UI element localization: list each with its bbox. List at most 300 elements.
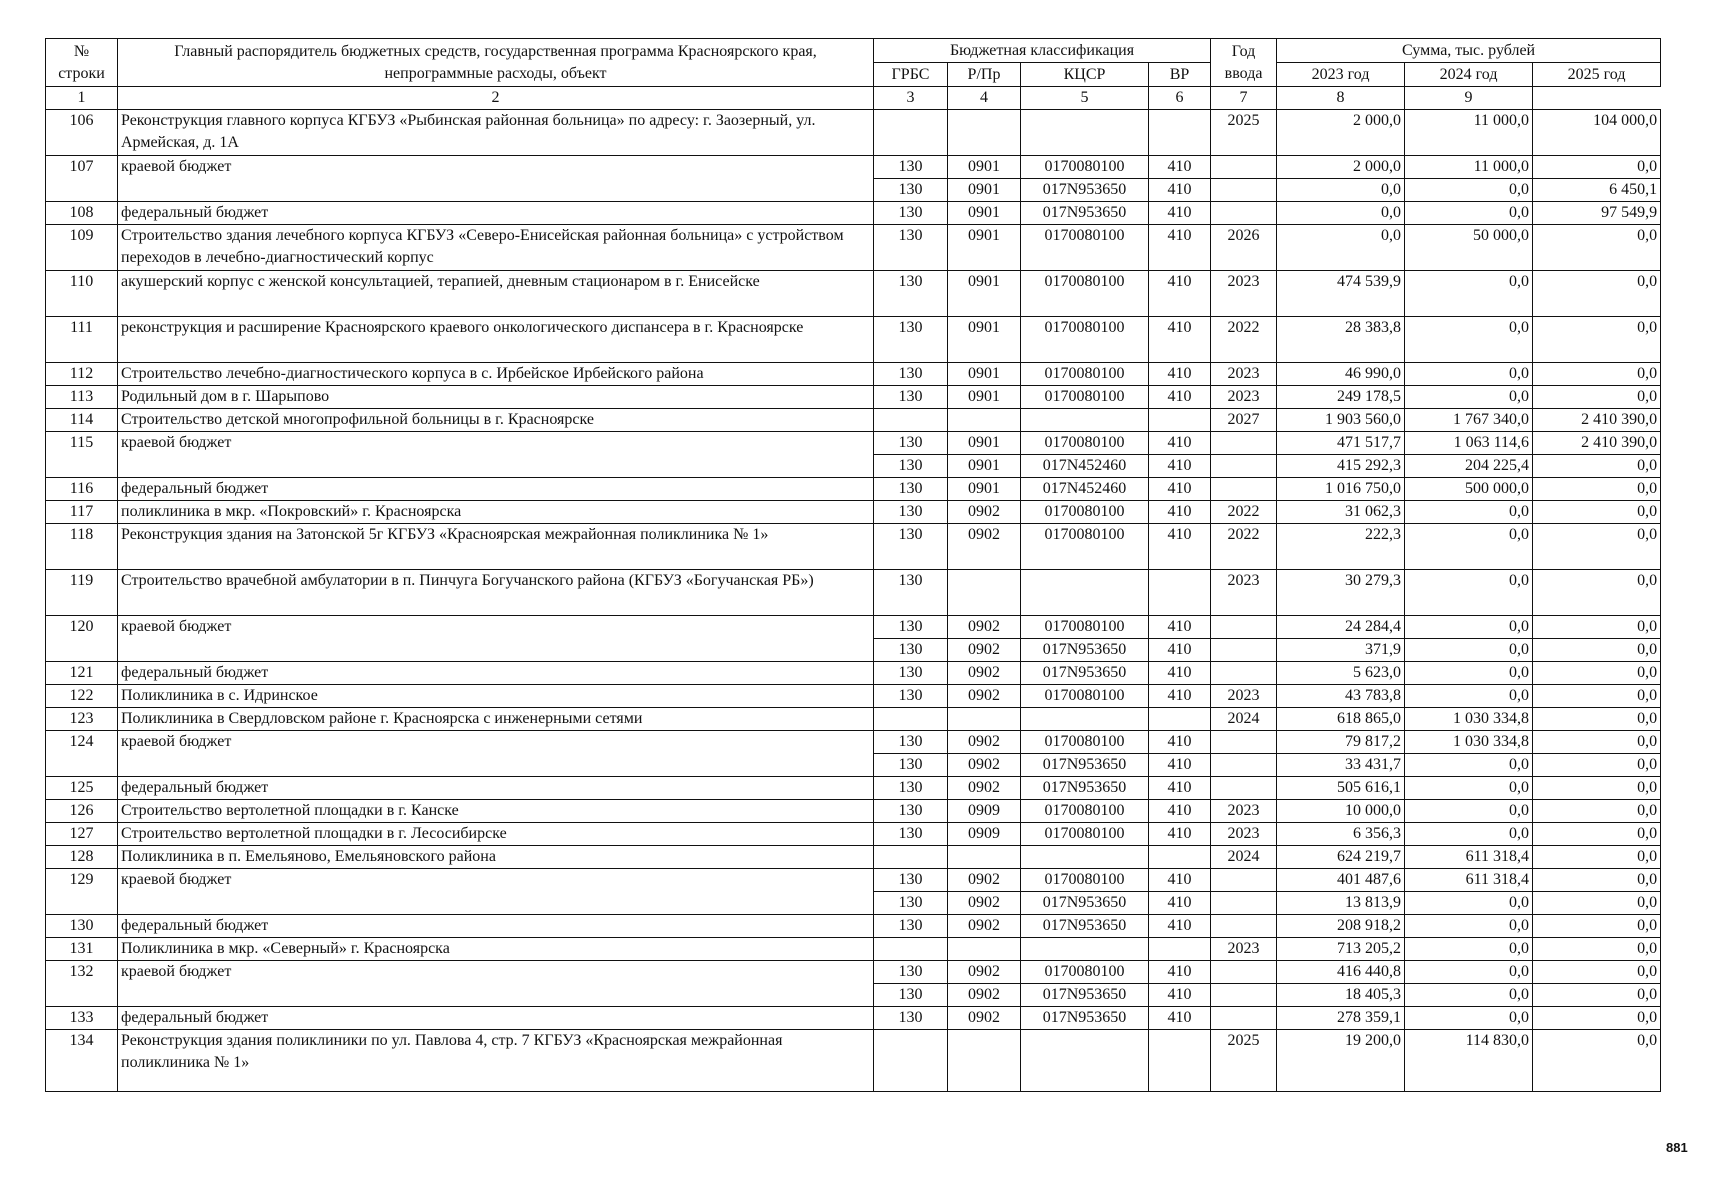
rpr-cell: 0901 <box>948 317 1021 363</box>
object-name: акушерский корпус с женской консультацией, терапией, дневным стационаром в г. Енисейске <box>118 271 874 317</box>
sum-2023-cell: 28 383,8 <box>1277 317 1405 363</box>
kcsr-cell: 017N953650 <box>1021 639 1149 662</box>
sum-2023-cell: 24 284,4 <box>1277 616 1405 639</box>
rpr-cell <box>948 409 1021 432</box>
kcsr-cell: 017N953650 <box>1021 662 1149 685</box>
grbs-cell: 130 <box>874 455 948 478</box>
vr-cell: 410 <box>1149 915 1211 938</box>
rpr-cell: 0902 <box>948 961 1021 984</box>
rpr-cell: 0901 <box>948 271 1021 317</box>
sum-2025-cell: 0,0 <box>1533 777 1661 800</box>
row-number: 127 <box>46 823 118 846</box>
vr-cell: 410 <box>1149 777 1211 800</box>
sum-2023-cell: 618 865,0 <box>1277 708 1405 731</box>
table-row <box>46 938 1661 961</box>
vr-cell: 410 <box>1149 156 1211 179</box>
sum-2023-cell: 10 000,0 <box>1277 800 1405 823</box>
year-cell: 2023 <box>1211 685 1277 708</box>
table-row <box>46 225 1661 271</box>
rpr-cell <box>948 708 1021 731</box>
year-cell: 2023 <box>1211 363 1277 386</box>
row-number: 122 <box>46 685 118 708</box>
year-cell <box>1211 754 1277 777</box>
vr-cell <box>1149 846 1211 869</box>
vr-cell: 410 <box>1149 800 1211 823</box>
year-cell: 2024 <box>1211 846 1277 869</box>
sum-2025-cell: 0,0 <box>1533 639 1661 662</box>
year-cell: 2022 <box>1211 524 1277 570</box>
kcsr-cell <box>1021 708 1149 731</box>
vr-cell: 410 <box>1149 869 1211 892</box>
row-number: 114 <box>46 409 118 432</box>
kcsr-cell: 0170080100 <box>1021 271 1149 317</box>
sum-2024-cell: 0,0 <box>1405 892 1533 915</box>
sum-2024-cell: 611 318,4 <box>1405 869 1533 892</box>
row-number: 134 <box>46 1030 118 1092</box>
kcsr-cell: 017N452460 <box>1021 478 1149 501</box>
year-cell: 2022 <box>1211 317 1277 363</box>
kcsr-cell: 017N953650 <box>1021 202 1149 225</box>
grbs-cell: 130 <box>874 317 948 363</box>
vr-cell <box>1149 938 1211 961</box>
grbs-cell: 130 <box>874 685 948 708</box>
sum-2023-cell: 30 279,3 <box>1277 570 1405 616</box>
sum-2024-cell: 0,0 <box>1405 271 1533 317</box>
grbs-cell: 130 <box>874 501 948 524</box>
kcsr-cell: 0170080100 <box>1021 225 1149 271</box>
table-row <box>46 501 1661 524</box>
grbs-cell: 130 <box>874 892 948 915</box>
vr-cell: 410 <box>1149 271 1211 317</box>
vr-cell <box>1149 110 1211 156</box>
sum-2024-cell: 0,0 <box>1405 823 1533 846</box>
sum-2025-cell: 6 450,1 <box>1533 179 1661 202</box>
sum-2025-cell: 0,0 <box>1533 501 1661 524</box>
kcsr-cell: 017N953650 <box>1021 754 1149 777</box>
sum-2023-cell: 278 359,1 <box>1277 1007 1405 1030</box>
sum-2025-cell: 0,0 <box>1533 869 1661 892</box>
grbs-cell: 130 <box>874 731 948 754</box>
grbs-cell: 130 <box>874 156 948 179</box>
kcsr-cell: 0170080100 <box>1021 961 1149 984</box>
kcsr-cell: 0170080100 <box>1021 800 1149 823</box>
table-row <box>46 202 1661 225</box>
table-row <box>46 662 1661 685</box>
rpr-cell <box>948 110 1021 156</box>
rpr-cell: 0901 <box>948 455 1021 478</box>
vr-cell: 410 <box>1149 731 1211 754</box>
grbs-cell: 130 <box>874 961 948 984</box>
sum-2023-cell: 208 918,2 <box>1277 915 1405 938</box>
sum-2025-cell: 0,0 <box>1533 915 1661 938</box>
rpr-cell: 0909 <box>948 823 1021 846</box>
kcsr-cell: 0170080100 <box>1021 731 1149 754</box>
sum-2025-cell: 0,0 <box>1533 892 1661 915</box>
object-name: Поликлиника в с. Идринское <box>118 685 874 708</box>
sum-2023-cell: 249 178,5 <box>1277 386 1405 409</box>
sum-2025-cell: 2 410 390,0 <box>1533 409 1661 432</box>
object-name: Строительство вертолетной площадки в г. Лесосибирске <box>118 823 874 846</box>
sum-2024-cell: 11 000,0 <box>1405 110 1533 156</box>
rpr-cell: 0902 <box>948 662 1021 685</box>
kcsr-cell: 0170080100 <box>1021 156 1149 179</box>
kcsr-cell: 017N953650 <box>1021 179 1149 202</box>
sum-2025-cell: 104 000,0 <box>1533 110 1661 156</box>
year-cell <box>1211 156 1277 179</box>
year-cell <box>1211 892 1277 915</box>
sum-2024-cell: 0,0 <box>1405 777 1533 800</box>
row-number: 130 <box>46 915 118 938</box>
row-number: 107 <box>46 156 118 202</box>
vr-cell: 410 <box>1149 363 1211 386</box>
row-number: 110 <box>46 271 118 317</box>
table-row <box>46 846 1661 869</box>
rpr-cell: 0902 <box>948 892 1021 915</box>
kcsr-cell: 017N953650 <box>1021 915 1149 938</box>
sum-2024-cell: 0,0 <box>1405 685 1533 708</box>
sum-2023-cell: 2 000,0 <box>1277 156 1405 179</box>
row-number: 119 <box>46 570 118 616</box>
header-row-number: № строки <box>46 39 118 87</box>
grbs-cell: 130 <box>874 202 948 225</box>
sum-2024-cell: 0,0 <box>1405 639 1533 662</box>
kcsr-cell: 0170080100 <box>1021 616 1149 639</box>
grbs-cell: 130 <box>874 662 948 685</box>
grbs-cell: 130 <box>874 823 948 846</box>
object-name: Реконструкция здания поликлиники по ул. Павлова 4, стр. 7 КГБУЗ «Красноярская межрайонная поликлиника № 1» <box>118 1030 874 1092</box>
object-name: краевой бюджет <box>118 731 874 777</box>
kcsr-cell <box>1021 846 1149 869</box>
rpr-cell: 0902 <box>948 616 1021 639</box>
rpr-cell: 0902 <box>948 984 1021 1007</box>
header-grbs: ГРБС <box>874 63 948 87</box>
year-cell: 2024 <box>1211 708 1277 731</box>
table-row <box>46 708 1661 731</box>
row-number: 129 <box>46 869 118 915</box>
sum-2025-cell: 0,0 <box>1533 478 1661 501</box>
kcsr-cell: 0170080100 <box>1021 685 1149 708</box>
sum-2024-cell: 1 767 340,0 <box>1405 409 1533 432</box>
budget-table <box>45 38 1661 1092</box>
header-rpr: Р/Пр <box>948 63 1021 87</box>
object-name: Поликлиника в Свердловском районе г. Красноярска с инженерными сетями <box>118 708 874 731</box>
vr-cell: 410 <box>1149 685 1211 708</box>
sum-2025-cell: 0,0 <box>1533 1030 1661 1092</box>
sum-2025-cell: 0,0 <box>1533 800 1661 823</box>
vr-cell: 410 <box>1149 501 1211 524</box>
vr-cell: 410 <box>1149 432 1211 455</box>
year-cell: 2023 <box>1211 823 1277 846</box>
table-row <box>46 409 1661 432</box>
kcsr-cell: 017N953650 <box>1021 1007 1149 1030</box>
sum-2024-cell: 0,0 <box>1405 501 1533 524</box>
sum-2024-cell: 0,0 <box>1405 915 1533 938</box>
kcsr-cell: 0170080100 <box>1021 386 1149 409</box>
sum-2023-cell: 0,0 <box>1277 225 1405 271</box>
rpr-cell: 0902 <box>948 524 1021 570</box>
rpr-cell: 0902 <box>948 731 1021 754</box>
sum-2025-cell: 0,0 <box>1533 386 1661 409</box>
kcsr-cell <box>1021 1030 1149 1092</box>
sum-2023-cell: 0,0 <box>1277 179 1405 202</box>
vr-cell: 410 <box>1149 892 1211 915</box>
sum-2023-cell: 474 539,9 <box>1277 271 1405 317</box>
sum-2025-cell: 0,0 <box>1533 984 1661 1007</box>
sum-2024-cell: 0,0 <box>1405 961 1533 984</box>
vr-cell: 410 <box>1149 225 1211 271</box>
grbs-cell: 130 <box>874 179 948 202</box>
vr-cell <box>1149 708 1211 731</box>
object-name: краевой бюджет <box>118 432 874 478</box>
sum-2024-cell: 11 000,0 <box>1405 156 1533 179</box>
rpr-cell: 0902 <box>948 915 1021 938</box>
year-cell: 2023 <box>1211 386 1277 409</box>
grbs-cell: 130 <box>874 386 948 409</box>
column-number: 7 <box>1211 87 1277 110</box>
rpr-cell: 0901 <box>948 432 1021 455</box>
vr-cell: 410 <box>1149 984 1211 1007</box>
object-name: Строительство здания лечебного корпуса КГБУЗ «Северо-Енисейская районная больница» с устройством переходов в лечебно-диагностический корпус <box>118 225 874 271</box>
kcsr-cell <box>1021 110 1149 156</box>
grbs-cell: 130 <box>874 432 948 455</box>
sum-2025-cell: 0,0 <box>1533 363 1661 386</box>
table-row <box>46 616 1661 639</box>
year-cell <box>1211 961 1277 984</box>
year-cell <box>1211 455 1277 478</box>
rpr-cell <box>948 570 1021 616</box>
row-number: 126 <box>46 800 118 823</box>
object-name: Реконструкция главного корпуса КГБУЗ «Рыбинская районная больница» по адресу: г. Заозерный, ул. Армейская, д. 1А <box>118 110 874 156</box>
table-row <box>46 478 1661 501</box>
grbs-cell: 130 <box>874 271 948 317</box>
kcsr-cell: 0170080100 <box>1021 317 1149 363</box>
sum-2024-cell: 0,0 <box>1405 202 1533 225</box>
row-number: 111 <box>46 317 118 363</box>
rpr-cell: 0901 <box>948 156 1021 179</box>
column-number: 5 <box>1021 87 1149 110</box>
sum-2023-cell: 79 817,2 <box>1277 731 1405 754</box>
sum-2023-cell: 13 813,9 <box>1277 892 1405 915</box>
rpr-cell: 0901 <box>948 225 1021 271</box>
row-number: 131 <box>46 938 118 961</box>
sum-2025-cell: 0,0 <box>1533 961 1661 984</box>
table-row <box>46 271 1661 317</box>
sum-2025-cell: 2 410 390,0 <box>1533 432 1661 455</box>
vr-cell <box>1149 570 1211 616</box>
sum-2023-cell: 19 200,0 <box>1277 1030 1405 1092</box>
row-number: 133 <box>46 1007 118 1030</box>
sum-2023-cell: 5 623,0 <box>1277 662 1405 685</box>
sum-2025-cell: 0,0 <box>1533 616 1661 639</box>
sum-2024-cell: 114 830,0 <box>1405 1030 1533 1092</box>
kcsr-cell: 017N953650 <box>1021 777 1149 800</box>
sum-2024-cell: 611 318,4 <box>1405 846 1533 869</box>
rpr-cell: 0902 <box>948 685 1021 708</box>
year-cell: 2026 <box>1211 225 1277 271</box>
grbs-cell <box>874 846 948 869</box>
rpr-cell: 0901 <box>948 386 1021 409</box>
header-vr: ВР <box>1149 63 1211 87</box>
column-number: 2 <box>118 87 874 110</box>
row-number: 132 <box>46 961 118 1007</box>
sum-2023-cell: 416 440,8 <box>1277 961 1405 984</box>
sum-2025-cell: 0,0 <box>1533 524 1661 570</box>
vr-cell: 410 <box>1149 317 1211 363</box>
table-row <box>46 570 1661 616</box>
sum-2025-cell: 0,0 <box>1533 662 1661 685</box>
sum-2024-cell: 0,0 <box>1405 616 1533 639</box>
rpr-cell: 0901 <box>948 202 1021 225</box>
vr-cell <box>1149 409 1211 432</box>
kcsr-cell <box>1021 938 1149 961</box>
sum-2024-cell: 50 000,0 <box>1405 225 1533 271</box>
sum-2025-cell: 0,0 <box>1533 938 1661 961</box>
vr-cell: 410 <box>1149 639 1211 662</box>
rpr-cell <box>948 938 1021 961</box>
object-name: федеральный бюджет <box>118 202 874 225</box>
table-row <box>46 317 1661 363</box>
vr-cell: 410 <box>1149 179 1211 202</box>
sum-2024-cell: 0,0 <box>1405 800 1533 823</box>
object-name: краевой бюджет <box>118 616 874 662</box>
object-name: реконструкция и расширение Красноярского краевого онкологического диспансера в г. Красноярске <box>118 317 874 363</box>
vr-cell: 410 <box>1149 202 1211 225</box>
sum-2023-cell: 505 616,1 <box>1277 777 1405 800</box>
sum-2023-cell: 471 517,7 <box>1277 432 1405 455</box>
vr-cell: 410 <box>1149 478 1211 501</box>
row-number: 116 <box>46 478 118 501</box>
sum-2024-cell: 1 030 334,8 <box>1405 731 1533 754</box>
sum-2024-cell: 0,0 <box>1405 524 1533 570</box>
vr-cell: 410 <box>1149 662 1211 685</box>
sum-2025-cell: 0,0 <box>1533 455 1661 478</box>
table-row <box>46 800 1661 823</box>
rpr-cell: 0909 <box>948 800 1021 823</box>
vr-cell: 410 <box>1149 386 1211 409</box>
vr-cell <box>1149 1030 1211 1092</box>
grbs-cell: 130 <box>874 777 948 800</box>
sum-2025-cell: 0,0 <box>1533 731 1661 754</box>
kcsr-cell: 017N452460 <box>1021 455 1149 478</box>
rpr-cell: 0902 <box>948 639 1021 662</box>
sum-2023-cell: 33 431,7 <box>1277 754 1405 777</box>
sum-2023-cell: 1 016 750,0 <box>1277 478 1405 501</box>
object-name: краевой бюджет <box>118 156 874 202</box>
sum-2024-cell: 0,0 <box>1405 984 1533 1007</box>
object-name: Родильный дом в г. Шарыпово <box>118 386 874 409</box>
table-row <box>46 731 1661 754</box>
row-number: 128 <box>46 846 118 869</box>
table-row <box>46 156 1661 179</box>
sum-2023-cell: 713 205,2 <box>1277 938 1405 961</box>
grbs-cell: 130 <box>874 915 948 938</box>
sum-2023-cell: 624 219,7 <box>1277 846 1405 869</box>
rpr-cell: 0902 <box>948 777 1021 800</box>
row-number: 106 <box>46 110 118 156</box>
grbs-cell: 130 <box>874 570 948 616</box>
sum-2025-cell: 0,0 <box>1533 156 1661 179</box>
sum-2023-cell: 222,3 <box>1277 524 1405 570</box>
sum-2025-cell: 0,0 <box>1533 225 1661 271</box>
year-cell <box>1211 179 1277 202</box>
grbs-cell <box>874 938 948 961</box>
sum-2023-cell: 46 990,0 <box>1277 363 1405 386</box>
row-number: 117 <box>46 501 118 524</box>
kcsr-cell: 0170080100 <box>1021 823 1149 846</box>
year-cell: 2023 <box>1211 800 1277 823</box>
table-row <box>46 524 1661 570</box>
table-row <box>46 386 1661 409</box>
row-number: 121 <box>46 662 118 685</box>
grbs-cell: 130 <box>874 225 948 271</box>
header-budget-classification: Бюджетная классификация <box>874 39 1211 63</box>
year-cell <box>1211 432 1277 455</box>
year-cell <box>1211 639 1277 662</box>
table-row <box>46 363 1661 386</box>
column-number: 4 <box>948 87 1021 110</box>
rpr-cell: 0901 <box>948 478 1021 501</box>
column-number-row <box>46 87 1661 110</box>
object-name: федеральный бюджет <box>118 662 874 685</box>
table-row <box>46 823 1661 846</box>
kcsr-cell <box>1021 570 1149 616</box>
sum-2023-cell: 43 783,8 <box>1277 685 1405 708</box>
vr-cell: 410 <box>1149 961 1211 984</box>
sum-2023-cell: 371,9 <box>1277 639 1405 662</box>
object-name: Строительство врачебной амбулатории в п. Пинчуга Богучанского района (КГБУЗ «Богучанская РБ») <box>118 570 874 616</box>
row-number: 113 <box>46 386 118 409</box>
rpr-cell <box>948 1030 1021 1092</box>
sum-2023-cell: 31 062,3 <box>1277 501 1405 524</box>
header-name: Главный распорядитель бюджетных средств, государственная программа Красноярского края, непрограммные расходы, объект <box>118 39 874 87</box>
rpr-cell: 0902 <box>948 501 1021 524</box>
year-cell: 2025 <box>1211 110 1277 156</box>
rpr-cell <box>948 846 1021 869</box>
sum-2025-cell: 0,0 <box>1533 317 1661 363</box>
sum-2024-cell: 0,0 <box>1405 179 1533 202</box>
year-cell <box>1211 1007 1277 1030</box>
header-year-2023: 2023 год <box>1277 63 1405 87</box>
table-row <box>46 1007 1661 1030</box>
table-row <box>46 685 1661 708</box>
kcsr-cell: 017N953650 <box>1021 892 1149 915</box>
rpr-cell: 0901 <box>948 363 1021 386</box>
sum-2024-cell: 0,0 <box>1405 570 1533 616</box>
rpr-cell: 0902 <box>948 869 1021 892</box>
header-sum: Сумма, тыс. рублей <box>1277 39 1661 63</box>
year-cell <box>1211 777 1277 800</box>
header-year-2024: 2024 год <box>1405 63 1533 87</box>
year-cell <box>1211 202 1277 225</box>
sum-2024-cell: 0,0 <box>1405 754 1533 777</box>
year-cell: 2023 <box>1211 271 1277 317</box>
year-cell <box>1211 984 1277 1007</box>
vr-cell: 410 <box>1149 823 1211 846</box>
sum-2023-cell: 401 487,6 <box>1277 869 1405 892</box>
sum-2024-cell: 1 063 114,6 <box>1405 432 1533 455</box>
sum-2024-cell: 500 000,0 <box>1405 478 1533 501</box>
row-number: 118 <box>46 524 118 570</box>
year-cell: 2023 <box>1211 938 1277 961</box>
table-row <box>46 915 1661 938</box>
header-year-2025: 2025 год <box>1533 63 1661 87</box>
sum-2025-cell: 97 549,9 <box>1533 202 1661 225</box>
row-number: 115 <box>46 432 118 478</box>
object-name: федеральный бюджет <box>118 478 874 501</box>
rpr-cell: 0901 <box>948 179 1021 202</box>
grbs-cell <box>874 110 948 156</box>
grbs-cell: 130 <box>874 616 948 639</box>
